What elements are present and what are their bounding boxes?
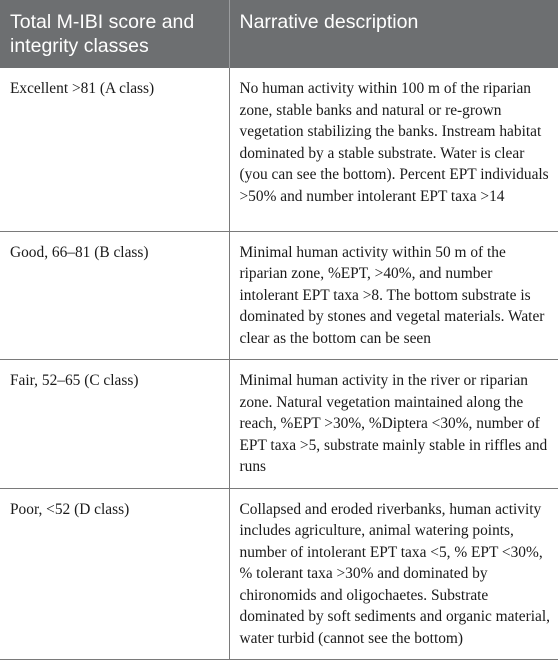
table-header-row xyxy=(0,0,558,68)
row-class-cell: Good, 66–81 (B class) xyxy=(0,231,229,360)
header-narrative-description: Narrative description xyxy=(229,0,558,68)
row-class-cell: Fair, 52–65 (C class) xyxy=(0,360,229,489)
table-row xyxy=(0,231,558,360)
table-row xyxy=(0,488,558,660)
row-description-cell: No human activity within 100 m of the riparian zone, stable banks and natural or re-grown vegetation stabilizing the banks. Instream habitat dominated by a stable substrate. Water is clear (you can see the bottom). Percent EPT individuals >50% and number intolerant EPT taxa >14 xyxy=(229,68,558,231)
header-score-classes: Total M-IBI score and integrity classes xyxy=(0,0,229,68)
table-row xyxy=(0,68,558,231)
row-description-cell: Collapsed and eroded riverbanks, human activity includes agriculture, animal watering points, number of intolerant EPT taxa <5, % EPT <30%, % tolerant taxa >30% and dominated by chironomids and oligochaetes. Substrate dominated by soft sediments and organic material, water turbid (cannot see the bottom) xyxy=(229,488,558,660)
row-class-cell: Poor, <52 (D class) xyxy=(0,488,229,660)
row-class-cell: Excellent >81 (A class) xyxy=(0,68,229,231)
row-description-cell: Minimal human activity within 50 m of the riparian zone, %EPT, >40%, and number intolerant EPT taxa >8. The bottom substrate is dominated by stones and vegetal materials. Water clear as the bottom can be seen xyxy=(229,231,558,360)
table-row xyxy=(0,360,558,489)
row-description-cell: Minimal human activity in the river or riparian zone. Natural vegetation maintained along the reach, %EPT >30%, %Diptera <30%, number of EPT taxa >5, substrate mainly stable in riffles and runs xyxy=(229,360,558,489)
